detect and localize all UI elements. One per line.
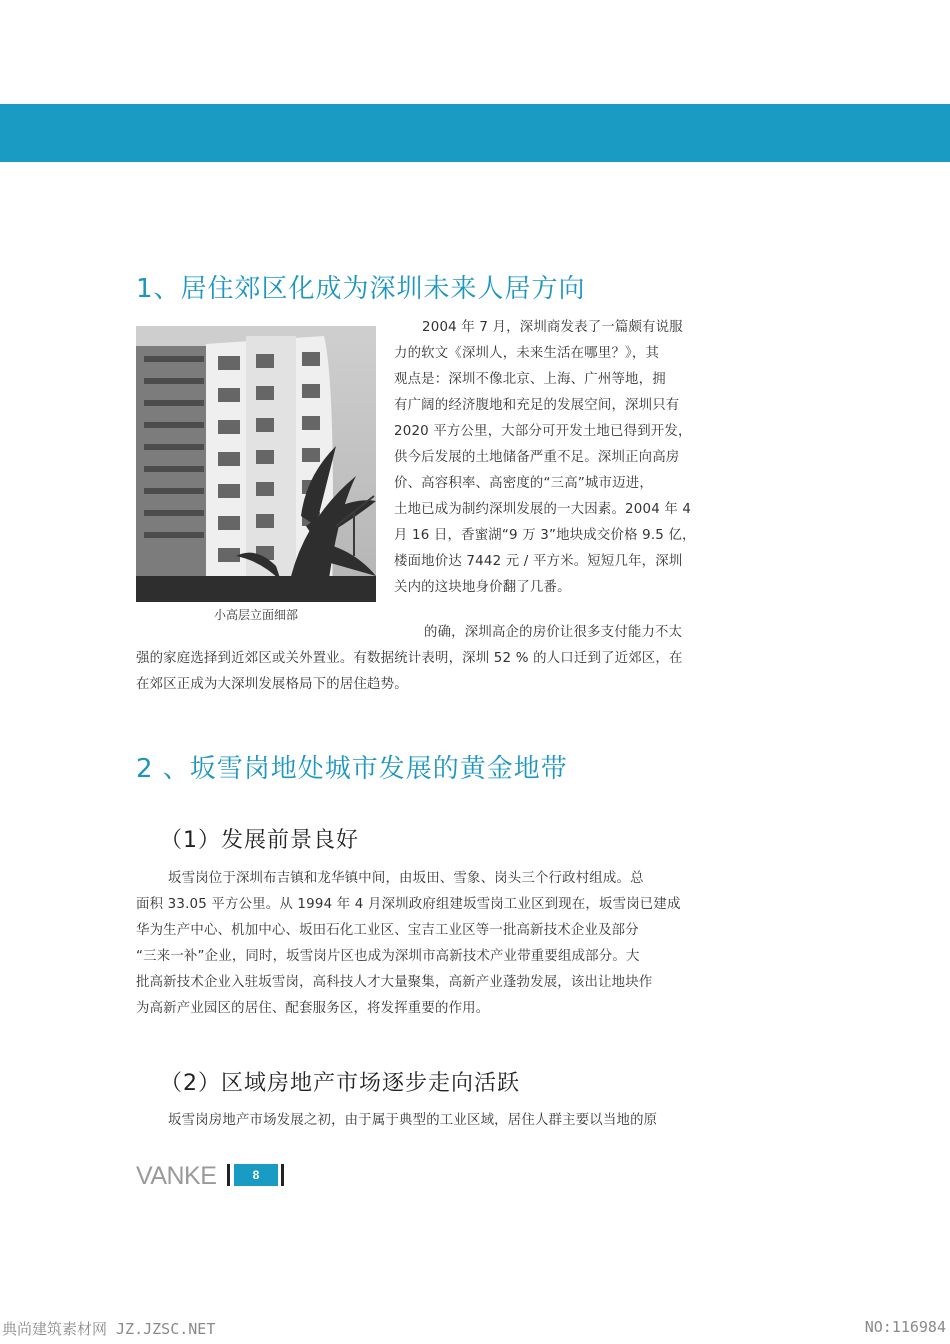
watermark-right: NO:116984 [864,1318,946,1336]
watermark-left: 典尚建筑素材网 JZ.JZSC.NET [2,1320,216,1338]
text-line: 为高新产业园区的居住、配套服务区，将发挥重要的作用。 [136,1001,490,1016]
text-line: 的确，深圳高企的房价让很多支付能力不太 [424,625,683,640]
text-line: 力的软文《深圳人，未来生活在哪里？》，其 [394,346,660,361]
section1-paragraph [394,315,706,601]
text-line: 土地已成为制约深圳发展的一大因素。2004 年 4 [394,502,692,517]
text-line: 价、高容积率、高密度的“三高”城市迈进， [394,476,653,491]
text-line: 供今后发展的土地储备严重不足。深圳正向高房 [394,450,680,465]
text-line: 月 16 日，香蜜湖“9 万 3”地块成交价格 9.5 亿， [394,528,696,543]
text-line: 2020 平方公里，大部分可开发土地已得到开发， [394,424,692,439]
footer-divider [227,1164,230,1186]
section2-heading: 2 、坂雪岗地处城市发展的黄金地带 [136,754,568,784]
text-line: 坂雪岗位于深圳布吉镇和龙华镇中间，由坂田、雪象、岗头三个行政村组成。总 [168,871,644,886]
text-line: 楼面地价达 7442 元 / 平方米。短短几年，深圳 [394,554,683,569]
text-line: “三来一补”企业，同时，坂雪岗片区也成为深圳市高新技术产业带重要组成部分。大 [136,949,640,964]
text-line: 观点是：深圳不像北京、上海、广州等地，拥 [394,372,666,387]
subsection1-heading: （1）发展前景良好 [160,828,359,853]
subsection1-paragraph [136,866,706,1022]
text-line: 华为生产中心、机加中心、坂田石化工业区、宝吉工业区等一批高新技术企业及部分 [136,923,639,938]
text-line: 面积 33.05 平方公里。从 1994 年 4 月深圳政府组建坂雪岗工业区到现在，坂雪岗已建成 [136,897,681,912]
header-band [0,104,950,162]
subsection2-paragraph [136,1108,706,1134]
vanke-logo: VANKE [136,1162,217,1190]
photo-caption: 小高层立面细部 [213,608,298,622]
text-line: 强的家庭选择到近郊区或关外置业。有数据统计表明，深圳 52 % 的人口迁到了近郊区，在 [136,651,683,666]
building-photo [136,326,376,602]
section1-heading: 1、居住郊区化成为深圳未来人居方向 [136,274,586,304]
text-line: 有广阔的经济腹地和充足的发展空间，深圳只有 [394,398,680,413]
text-line: 2004 年 7 月，深圳商发表了一篇颇有说服 [422,320,683,335]
subsection2-heading: （2）区域房地产市场逐步走向活跃 [160,1071,520,1096]
section1-paragraph-continued [136,620,706,698]
text-line: 坂雪岗房地产市场发展之初，由于属于典型的工业区域，居住人群主要以当地的原 [168,1113,658,1128]
footer-divider [281,1164,284,1186]
text-line: 在郊区正成为大深圳发展格局下的居住趋势。 [136,677,408,692]
text-line: 关内的这块地身价翻了几番。 [394,580,571,595]
text-line: 批高新技术企业入驻坂雪岗，高科技人才大量聚集，高新产业蓬勃发展，该出让地块作 [136,975,653,990]
page-number: 8 [234,1164,278,1186]
